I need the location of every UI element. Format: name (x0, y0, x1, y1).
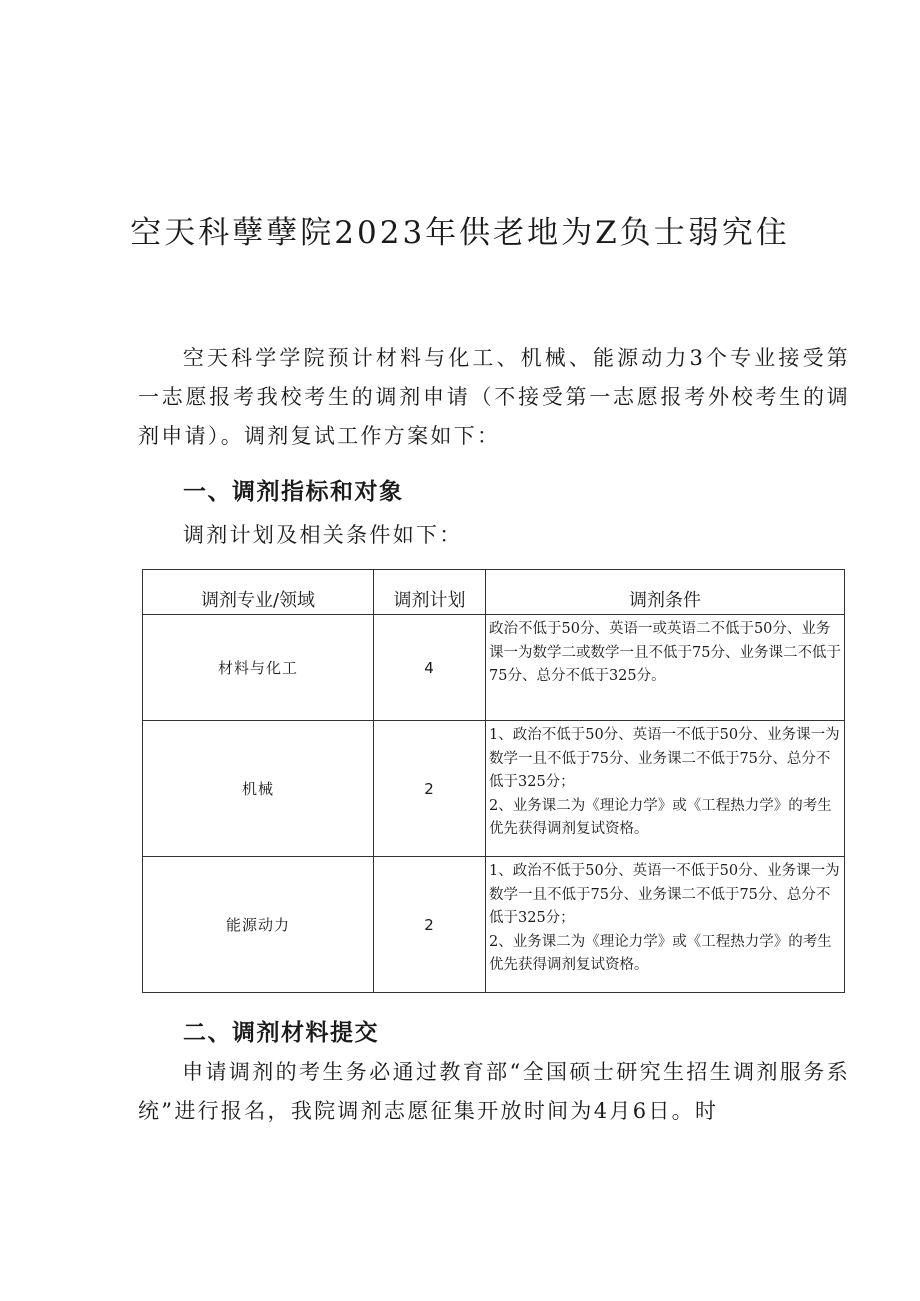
condition-item-2: 2、业务课二为《理论力学》或《工程热力学》的考生优先获得调剂复试资格。 (489, 797, 832, 837)
cell-major: 材料与化工 (143, 615, 374, 721)
header-major: 调剂专业/领域 (143, 570, 374, 615)
cell-condition (486, 721, 845, 857)
header-condition: 调剂条件 (486, 570, 845, 615)
table-intro-text: 调剂计划及相关条件如下： (183, 523, 463, 547)
condition-item-1: 1、政治不低于50分、英语一不低于50分、业务课一为数学一且不低于75分、业务课二不低于75分、总分不低于325分； (489, 727, 840, 790)
table-header-row (143, 570, 845, 615)
intro-text: 空天科学学院预计材料与化工、机械、能源动力3个专业接受第一志愿报考我校考生的调剂申请（不接受第一志愿报考外校考生的调剂申请）。调剂复试工作方案如下： (138, 346, 850, 448)
condition-item-1: 1、政治不低于50分、英语一不低于50分、业务课一为数学一且不低于75分、业务课二不低于75分、总分不低于325分； (489, 863, 840, 926)
cell-major: 机械 (143, 721, 374, 857)
table-row (143, 721, 845, 857)
header-plan: 调剂计划 (374, 570, 486, 615)
cell-plan: 2 (374, 857, 486, 993)
section2-text: 申请调剂的考生务必通过教育部“全国硕士研究生招生调剂服务系统”进行报名，我院调剂志愿征集开放时间为4月6日。时 (138, 1060, 850, 1123)
intro-paragraph (138, 339, 850, 456)
cell-major: 能源动力 (143, 857, 374, 993)
cell-plan: 4 (374, 615, 486, 721)
cell-condition (486, 857, 845, 993)
section-heading-1: 一、调剂指标和对象 (183, 479, 404, 505)
condition-item-2: 2、业务课二为《理论力学》或《工程热力学》的考生优先获得调剂复试资格。 (489, 933, 832, 973)
adjustment-table (142, 569, 845, 993)
document-title: 空天科孽孽院2023年供老地为Z负士弱究住 (130, 215, 790, 251)
cell-plan: 2 (374, 721, 486, 857)
section-heading-2: 二、调剂材料提交 (183, 1020, 379, 1046)
cell-condition: 政治不低于50分、英语一或英语二不低于50分、业务课一为数学二或数学一且不低于75分、业务课二不低于75分、总分不低于325分。 (486, 615, 845, 721)
table-row (143, 615, 845, 721)
section2-paragraph (138, 1053, 850, 1131)
table-row (143, 857, 845, 993)
